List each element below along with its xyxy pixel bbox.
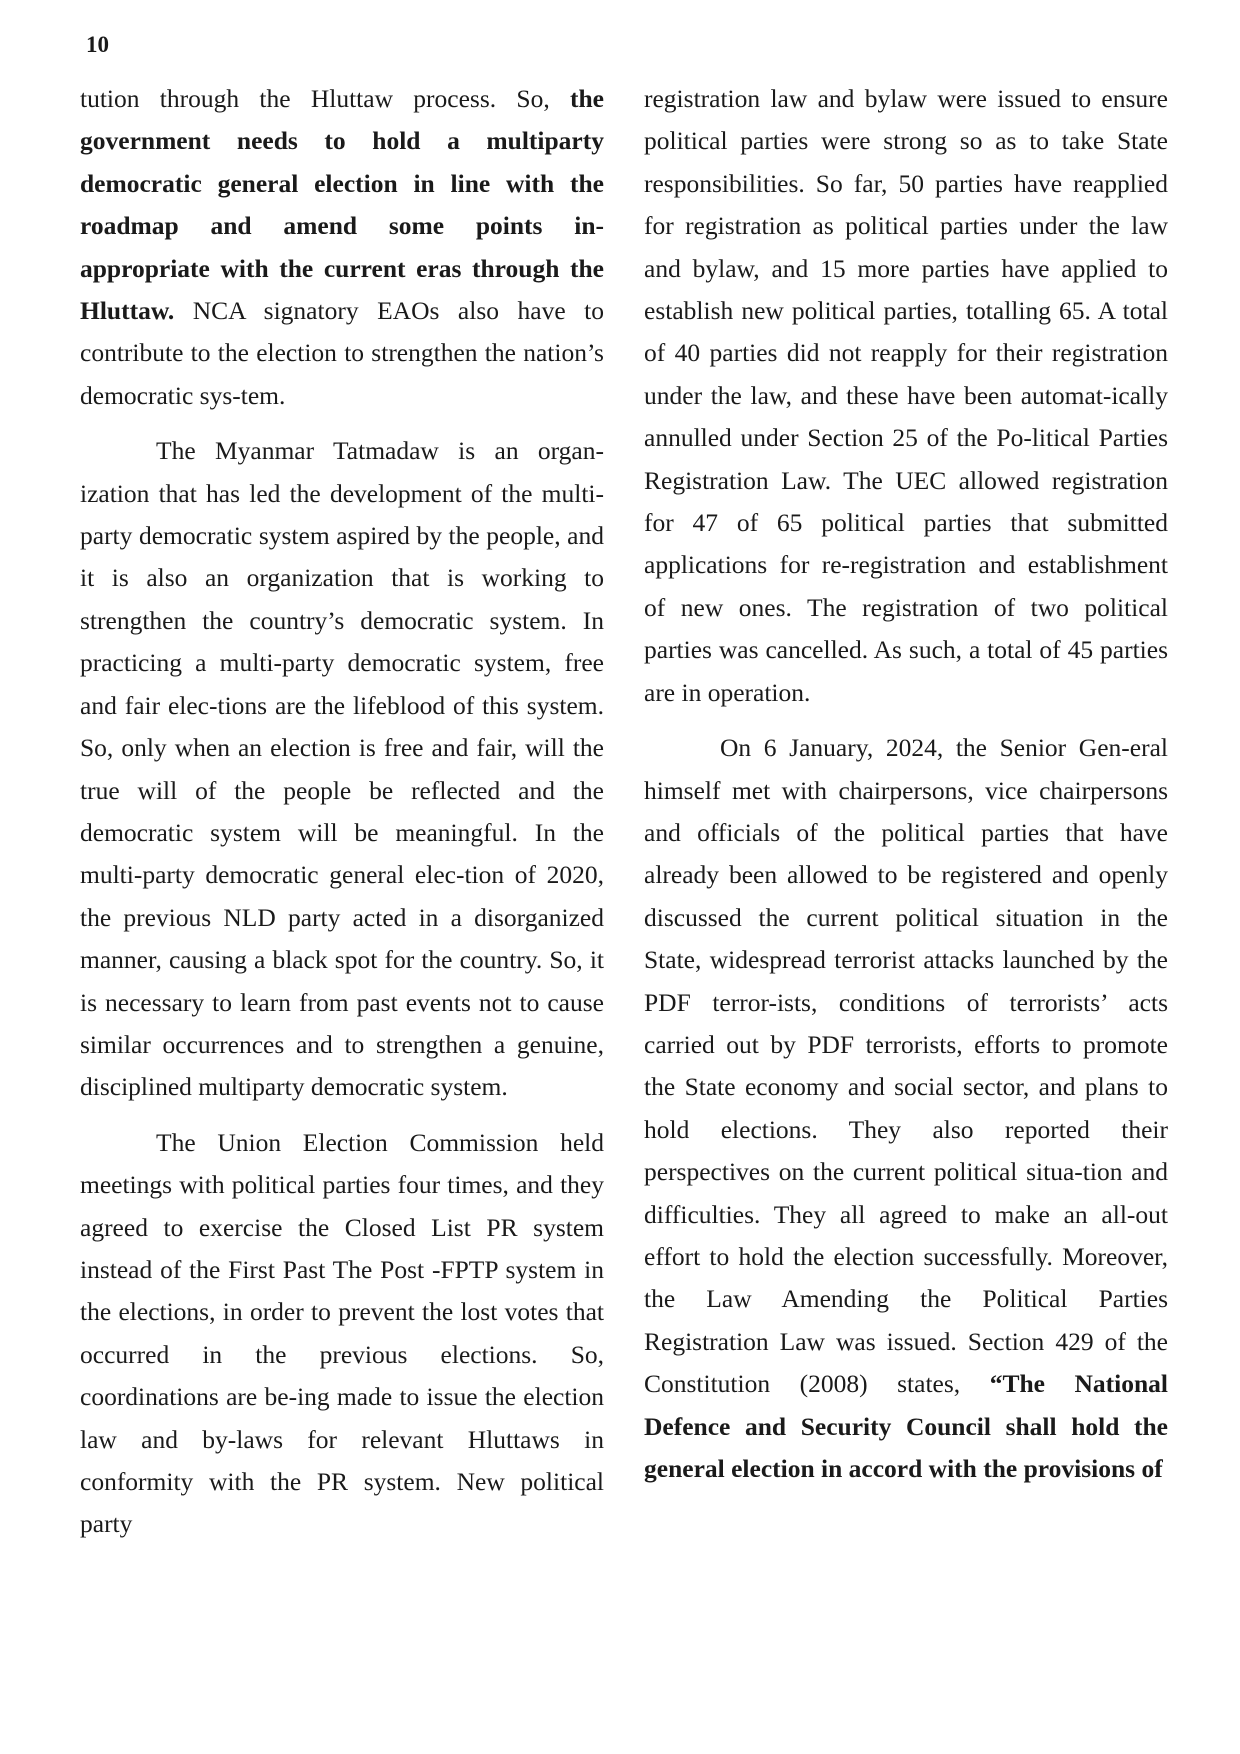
left-p1-text-b: NCA signatory EAOs also have to contribute to the election to strengthen the nation’s democratic sys-tem.: [80, 296, 604, 410]
left-p1-text-a: tution through the Hluttaw process. So,: [80, 84, 570, 113]
left-paragraph-2: The Myanmar Tatmadaw is an organ-ization that has led the development of the multi-party democratic system aspired by the people, and it is also an organization that is working to strengthen the country’s democratic system. In practicing a multi-party democratic system, free and fair elec-tions are the lifeblood of this system. So, only when an election is free and fair, will the true will of the people be reflected and the democratic system will be meaningful. In the multi-party democratic general elec-tion of 2020, the previous NLD party acted in a disorganized manner, causing a black spot for the country. So, it is necessary to learn from past events not to cause similar occurrences and to strengthen a genuine, disciplined multiparty democratic system.: [80, 436, 604, 1102]
right-p2-bold-text: “The National Defence and Security Council shall hold the general election in accord with the provisions of: [644, 1369, 1168, 1483]
right-paragraph-2: [644, 727, 1168, 1490]
left-paragraph-1: [80, 78, 604, 417]
right-paragraph-1: registration law and bylaw were issued to ensure political parties were strong so as to take State responsibilities. So far, 50 parties have reapplied for registration as political parties under the law and bylaw, and 15 more parties have applied to establish new political parties, totalling 65. A total of 40 parties did not reapply for their registration under the law, and these have been automat-ically annulled under Section 25 of the Po-litical Parties Registration Law. The UEC allowed registration for 47 of 65 political parties that submitted applications for re-registration and establishment of new ones. The registration of two political parties was cancelled. As such, a total of 45 parties are in operation.: [644, 84, 1168, 707]
page-number: 10: [86, 32, 109, 57]
right-column: [644, 78, 1168, 1490]
left-paragraph-3: The Union Election Commission held meetings with political parties four times, and they agreed to exercise the Closed List PR system instead of the First Past The Post -FPTP system in the elections, in order to prevent the lost votes that occurred in the previous elections. So, coordinations are be-ing made to issue the election law and by-laws for relevant Hluttaws in conformity with the PR system. New political party: [80, 1127, 604, 1539]
left-column: [80, 78, 604, 1546]
right-p2-text: On 6 January, 2024, the Senior Gen-eral himself met with chairpersons, vice chairpersons and officials of the political parties that have already been allowed to be registered and openly discussed the current political situation in the State, widespread terrorist attacks launched by the PDF terror-ists, conditions of terrorists’ acts carried out by PDF terrorists, efforts to promote the State economy and social sector, and plans to hold elections. They also reported their perspectives on the current political situa-tion and difficulties. They all agreed to make an all-out effort to hold the election successfully. Moreover, the Law Amending the Political Parties Registration Law was issued. Section 429 of the Constitution (2008) states,: [644, 733, 1168, 1399]
left-p1-bold-text: the government needs to hold a multiparty democratic general election in line with the roadmap and amend some points in-appropriate with the current eras through the Hluttaw.: [80, 84, 604, 326]
